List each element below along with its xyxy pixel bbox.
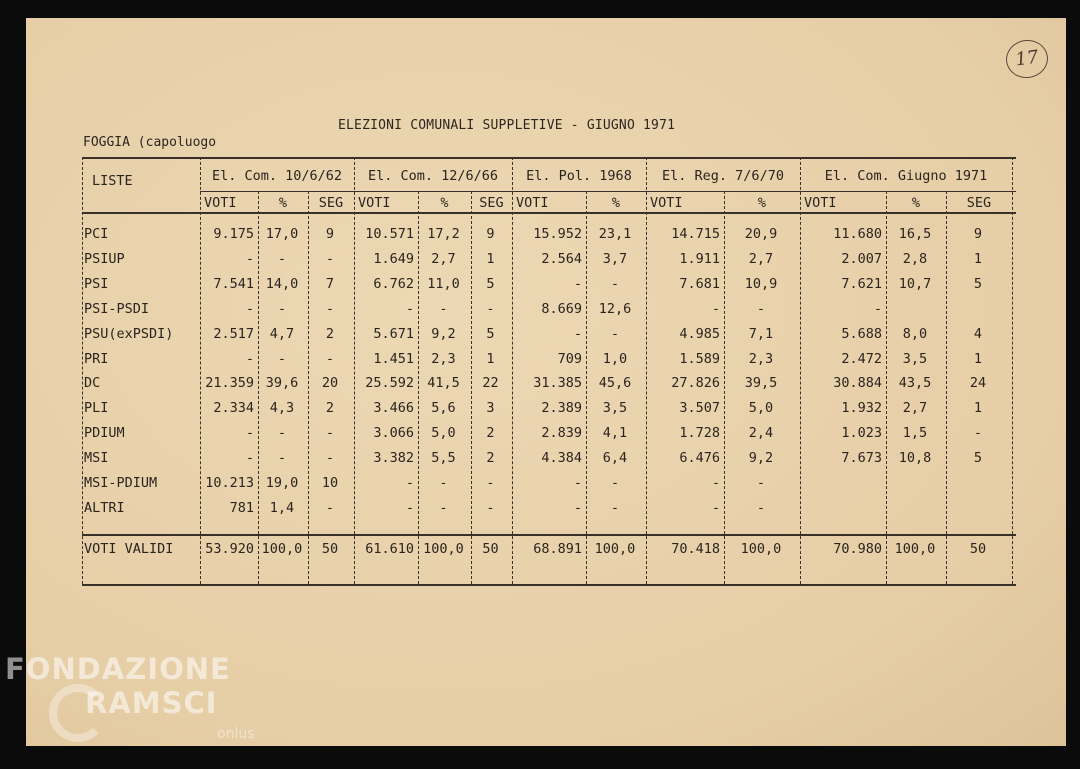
table-cell: 9,2 — [431, 326, 456, 342]
document-sheet — [26, 18, 1066, 746]
table-cell: 1 — [486, 351, 495, 367]
table-cell: 3.507 — [679, 400, 720, 416]
table-cell: 9 — [973, 226, 983, 242]
table-cell: 3.382 — [373, 450, 414, 466]
group-header: El. Pol. 1968 — [526, 168, 632, 184]
table-cell: 12,6 — [598, 301, 632, 317]
table-cell: 5,0 — [431, 425, 456, 441]
total-cell: 100,0 — [594, 541, 636, 557]
table-cell: - — [277, 251, 287, 267]
table-cell: 6.762 — [373, 276, 414, 292]
row-label: PSI — [84, 276, 109, 292]
table-cell: 3,5 — [902, 351, 928, 367]
table-cell: 30.884 — [833, 375, 882, 391]
table-cell: 19,0 — [265, 475, 299, 491]
row-label: MSI — [84, 450, 109, 466]
table-cell: 45,6 — [598, 375, 632, 391]
table-cell: 781 — [229, 500, 254, 516]
table-cell: 25.592 — [365, 375, 414, 391]
row-label: MSI-PDIUM — [84, 475, 158, 491]
group-header: El. Reg. 7/6/70 — [662, 168, 784, 184]
row-label: PSI-PSDI — [84, 301, 150, 317]
table-cell: - — [245, 251, 254, 267]
table-cell: 20,9 — [744, 226, 778, 242]
table-cell: - — [711, 500, 720, 516]
table-cell: 4,3 — [269, 400, 295, 416]
table-cell: 1 — [973, 351, 983, 367]
table-cell: 3.466 — [373, 400, 414, 416]
row-label: PSIUP — [84, 251, 125, 267]
row-label: PRI — [84, 351, 109, 367]
table-cell: 3 — [486, 400, 495, 416]
table-cell: - — [486, 500, 495, 516]
sub-header: % — [611, 195, 621, 211]
table-cell: 9,2 — [748, 450, 774, 466]
table-cell: 3,5 — [602, 400, 628, 416]
table-cell: - — [711, 475, 720, 491]
row-label: ALTRI — [84, 500, 125, 516]
table-cell: 8,0 — [902, 326, 928, 342]
table-cell: - — [973, 425, 983, 441]
table-cell: 14,0 — [265, 276, 299, 292]
table-cell: 17,0 — [265, 226, 299, 242]
watermark-line2: RAMSCI — [85, 686, 218, 720]
table-cell: - — [277, 425, 287, 441]
table-cell: - — [325, 425, 335, 441]
sub-header: VOTI — [358, 195, 391, 211]
table-cell: 5 — [486, 276, 495, 292]
row-label: PDIUM — [84, 425, 125, 441]
table-cell: - — [405, 500, 414, 516]
table-cell: 5 — [486, 326, 495, 342]
table-cell: 1.911 — [679, 251, 720, 267]
table-cell: 709 — [557, 351, 582, 367]
group-divider — [512, 157, 513, 584]
sub-header: VOTI — [516, 195, 549, 211]
table-cell: - — [573, 475, 582, 491]
table-cell: 5,5 — [431, 450, 456, 466]
table-cell: - — [439, 301, 448, 317]
document-subtitle: FOGGIA (capoluogo — [83, 135, 217, 150]
total-cell: 50 — [482, 541, 499, 557]
table-cell: 1.451 — [373, 351, 414, 367]
table-cell: 11.680 — [833, 226, 882, 242]
table-cell: 2,3 — [431, 351, 456, 367]
group-divider — [354, 157, 355, 584]
row-label: PCI — [84, 226, 109, 242]
total-cell: 61.610 — [365, 541, 414, 557]
column-divider — [886, 191, 887, 584]
table-cell: 4,7 — [269, 326, 295, 342]
table-cell: - — [573, 326, 582, 342]
table-cell: 1,5 — [902, 425, 928, 441]
total-cell: 50 — [969, 541, 987, 557]
watermark-line1: FONDAZIONE — [5, 652, 231, 686]
table-cell: - — [325, 500, 335, 516]
table-cell: 4.384 — [541, 450, 582, 466]
table-cell: - — [405, 475, 414, 491]
table-cell: 2,3 — [748, 351, 774, 367]
table-cell: 11,0 — [427, 276, 460, 292]
table-cell: - — [325, 351, 335, 367]
table-cell: - — [325, 301, 335, 317]
table-cell: - — [325, 450, 335, 466]
table-cell: 10,8 — [898, 450, 932, 466]
table-cell: 10 — [321, 475, 339, 491]
table-cell: 9.175 — [213, 226, 254, 242]
table-cell: 31.385 — [533, 375, 582, 391]
table-cell: 6.476 — [679, 450, 720, 466]
table-cell: 5 — [973, 450, 983, 466]
document-title: ELEZIONI COMUNALI SUPPLETIVE - GIUGNO 1971 — [338, 118, 676, 133]
column-divider — [308, 191, 309, 584]
header-bottom-rule — [82, 212, 1016, 214]
table-cell: 1 — [486, 251, 495, 267]
table-cell: 2.472 — [841, 351, 882, 367]
sub-header: VOTI — [804, 195, 837, 211]
table-cell: 1.932 — [841, 400, 882, 416]
table-cell: 10,9 — [744, 276, 778, 292]
table-cell: - — [439, 475, 448, 491]
table-cell: 43,5 — [898, 375, 932, 391]
table-cell: 10.213 — [205, 475, 254, 491]
table-cell: 9 — [486, 226, 495, 242]
watermark-logo — [5, 652, 275, 762]
table-cell: 3,7 — [602, 251, 628, 267]
table-cell: 7.681 — [679, 276, 720, 292]
table-top-rule — [82, 157, 1016, 159]
table-cell: 2.517 — [213, 326, 254, 342]
table-cell: 17,2 — [427, 226, 460, 242]
table-cell: 1 — [973, 251, 983, 267]
table-cell: 39,6 — [265, 375, 299, 391]
sub-header: VOTI — [650, 195, 683, 211]
table-cell: - — [245, 351, 254, 367]
table-cell: - — [277, 351, 287, 367]
column-divider — [471, 191, 472, 584]
table-cell: 14.715 — [671, 226, 720, 242]
table-cell: 2 — [325, 326, 335, 342]
table-cell: - — [610, 326, 620, 342]
table-cell: 1.649 — [373, 251, 414, 267]
table-cell: 1,0 — [602, 351, 628, 367]
table-cell: 15.952 — [533, 226, 582, 242]
table-cell: - — [873, 301, 882, 317]
table-cell: 2,7 — [748, 251, 774, 267]
table-cell: 2,4 — [748, 425, 774, 441]
table-cell: 24 — [969, 375, 987, 391]
table-cell: 2,8 — [902, 251, 928, 267]
table-cell: 1,4 — [269, 500, 295, 516]
table-cell: - — [439, 500, 448, 516]
sub-header: % — [440, 195, 449, 211]
table-cell: 2,7 — [902, 400, 928, 416]
table-cell: 7.673 — [841, 450, 882, 466]
table-cell: - — [245, 450, 254, 466]
table-cell: 4.985 — [679, 326, 720, 342]
row-label: DC — [84, 375, 101, 391]
table-cell: 5.671 — [373, 326, 414, 342]
table-cell: 22 — [482, 375, 499, 391]
total-top-rule — [82, 534, 1016, 536]
total-cell: 50 — [321, 541, 339, 557]
table-cell: - — [405, 301, 414, 317]
total-cell: 100,0 — [894, 541, 936, 557]
sub-header: SEG — [966, 195, 992, 211]
group-header: El. Com. 10/6/62 — [211, 168, 343, 184]
table-cell: - — [325, 251, 335, 267]
table-cell: 7,1 — [748, 326, 774, 342]
group-divider — [646, 157, 647, 584]
table-cell: 1 — [973, 400, 983, 416]
table-cell: 23,1 — [598, 226, 632, 242]
table-cell: - — [610, 475, 620, 491]
total-cell: 70.418 — [671, 541, 720, 557]
table-cell: 2.564 — [541, 251, 582, 267]
table-cell: - — [573, 500, 582, 516]
sub-header: % — [278, 195, 288, 211]
table-cell: 2 — [486, 450, 495, 466]
results-table — [26, 18, 1066, 746]
column-divider — [258, 191, 259, 584]
table-cell: 10.571 — [365, 226, 414, 242]
watermark-line3: onlus — [217, 726, 255, 742]
sub-header: SEG — [318, 195, 344, 211]
table-cell: - — [711, 301, 720, 317]
group-header: El. Com. 12/6/66 — [367, 168, 499, 184]
total-cell: 100,0 — [423, 541, 464, 557]
table-cell: - — [245, 425, 254, 441]
sub-header: SEG — [479, 195, 504, 211]
total-cell: 70.980 — [833, 541, 882, 557]
table-cell: - — [486, 475, 495, 491]
table-cell: 2.334 — [213, 400, 254, 416]
sub-header: % — [757, 195, 767, 211]
column-divider — [946, 191, 947, 584]
table-cell: 2 — [325, 400, 335, 416]
table-cell: 4 — [973, 326, 983, 342]
table-cell: - — [573, 276, 582, 292]
table-cell: 2.839 — [541, 425, 582, 441]
table-cell: 9 — [325, 226, 335, 242]
table-cell: - — [610, 500, 620, 516]
total-cell: 100,0 — [261, 541, 303, 557]
table-bottom-rule — [82, 584, 1016, 586]
table-cell: 10,7 — [898, 276, 932, 292]
table-cell: 5 — [973, 276, 983, 292]
table-cell: 4,1 — [602, 425, 628, 441]
table-cell: 5,0 — [748, 400, 774, 416]
table-cell: - — [610, 276, 620, 292]
table-cell: 7.621 — [841, 276, 882, 292]
table-cell: 16,5 — [898, 226, 932, 242]
table-cell: 6,4 — [602, 450, 628, 466]
total-label: VOTI VALIDI — [84, 541, 174, 557]
total-cell: 68.891 — [533, 541, 582, 557]
table-cell: 21.359 — [205, 375, 254, 391]
sub-header: VOTI — [204, 195, 237, 211]
table-cell: - — [277, 450, 287, 466]
column-divider — [724, 191, 725, 584]
header-liste: LISTE — [92, 173, 133, 189]
table-cell: - — [277, 301, 287, 317]
table-cell: 7.541 — [213, 276, 254, 292]
group-divider — [800, 157, 801, 584]
table-cell: 8.669 — [541, 301, 582, 317]
table-cell: - — [756, 500, 766, 516]
table-cell: 5,6 — [431, 400, 456, 416]
table-cell: 2.007 — [841, 251, 882, 267]
page-number: 17 — [1004, 37, 1051, 80]
table-cell: 2 — [486, 425, 495, 441]
column-divider — [418, 191, 419, 584]
table-cell: - — [245, 301, 254, 317]
table-cell: - — [756, 475, 766, 491]
row-label: PSU(exPSDI) — [84, 326, 174, 342]
group-divider — [1012, 157, 1013, 584]
row-label: PLI — [84, 400, 109, 416]
liste-divider — [200, 157, 201, 584]
table-cell: 41,5 — [427, 375, 460, 391]
group-header: El. Com. Giugno 1971 — [824, 168, 988, 184]
table-cell: - — [756, 301, 766, 317]
table-cell: - — [486, 301, 495, 317]
total-cell: 100,0 — [740, 541, 782, 557]
table-cell: 27.826 — [671, 375, 720, 391]
table-cell: 20 — [321, 375, 339, 391]
table-cell: 5.688 — [841, 326, 882, 342]
table-cell: 7 — [325, 276, 335, 292]
table-cell: 2.389 — [541, 400, 582, 416]
table-cell: 1.023 — [841, 425, 882, 441]
column-divider — [586, 191, 587, 584]
table-cell: 39,5 — [744, 375, 778, 391]
table-cell: 3.066 — [373, 425, 414, 441]
table-cell: 2,7 — [431, 251, 456, 267]
group-header-rule — [200, 191, 1016, 192]
table-cell: 1.589 — [679, 351, 720, 367]
table-left-rule — [82, 157, 83, 584]
total-cell: 53.920 — [205, 541, 254, 557]
table-cell: 1.728 — [679, 425, 720, 441]
sub-header: % — [911, 195, 921, 211]
